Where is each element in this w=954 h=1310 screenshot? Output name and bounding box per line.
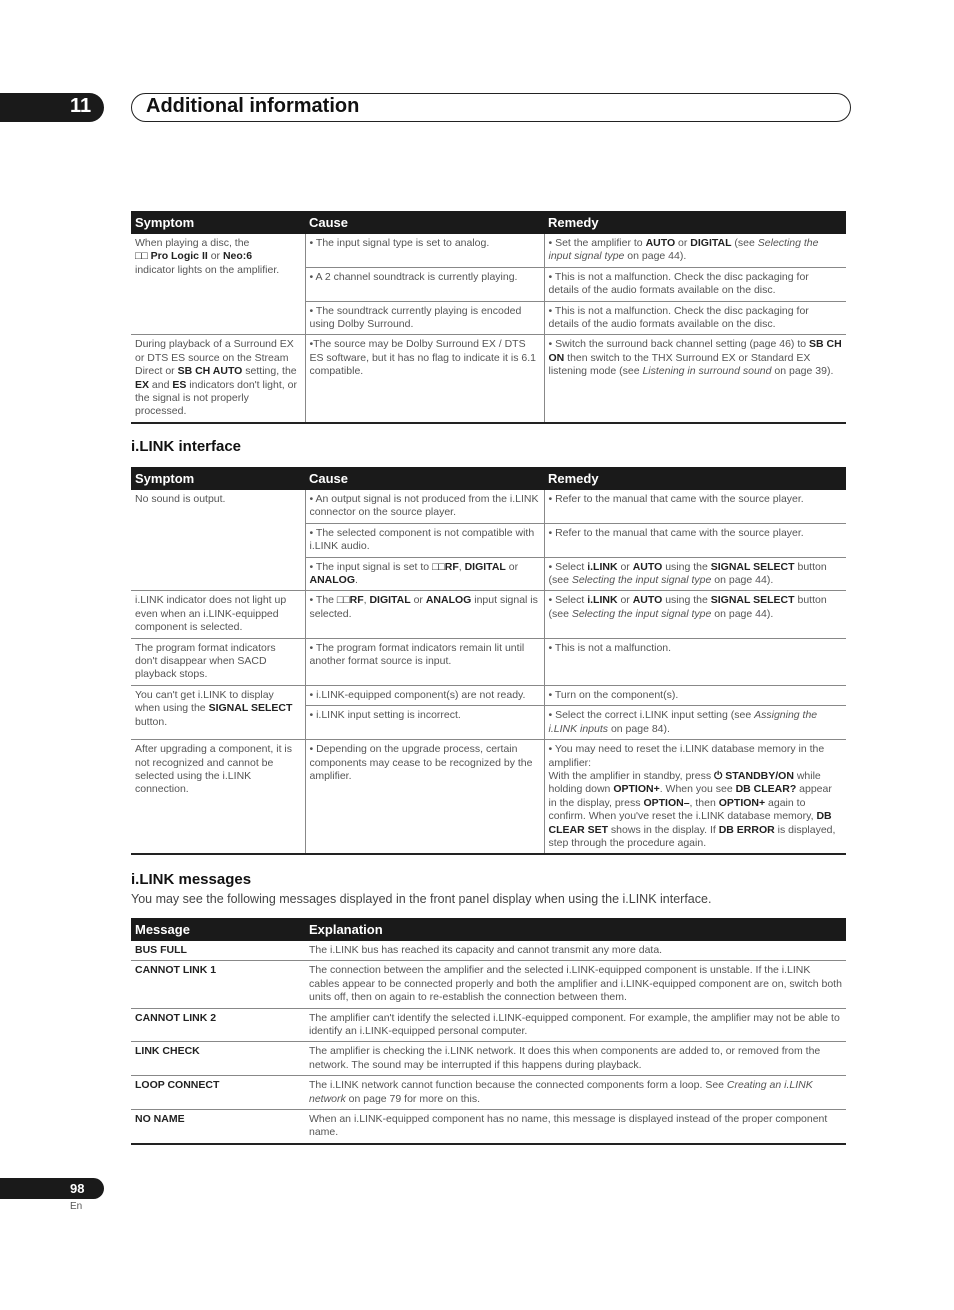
remedy-cell: • This is not a malfunction. Check the disc packaging for details of the audio formats available on the disc. [544,267,846,301]
cause-cell: • An output signal is not produced from the i.LINK connector on the source player. [305,490,544,523]
cause-cell: • The program format indicators remain lit until another format source is input. [305,638,544,685]
table-row [131,1042,846,1076]
explanation-cell: The amplifier is checking the i.LINK network. It does this when components are added to, or removed from the network. The sound may be interrupted if this happens during playback. [305,1042,846,1076]
cause-cell: • A 2 channel soundtrack is currently playing. [305,267,544,301]
remedy-cell: • Select i.LINK or AUTO using the SIGNAL SELECT button (see Selecting the input signal type on page 44). [544,591,846,638]
symptom-cell: When playing a disc, the □□ Pro Logic II or Neo:6 indicator lights on the amplifier. [131,234,305,335]
remedy-cell: • Set the amplifier to AUTO or DIGITAL (see Selecting the input signal type on page 44). [544,234,846,267]
table-row [131,685,846,705]
column-header-symptom: Symptom [131,211,305,234]
column-header-symptom: Symptom [131,467,305,490]
ilink-messages-table [131,918,846,1145]
remedy-cell: • Refer to the manual that came with the source player. [544,523,846,557]
remedy-cell: • Refer to the manual that came with the source player. [544,490,846,523]
column-header-cause: Cause [305,467,544,490]
explanation-cell: The i.LINK network cannot function because the connected components form a loop. See Creating an i.LINK network on page 79 for more on this. [305,1076,846,1110]
remedy-cell: • Select the correct i.LINK input setting (see Assigning the i.LINK inputs on page 84). [544,706,846,740]
symptom-cell: i.LINK indicator does not light up even when an i.LINK-equipped component is selected. [131,591,305,638]
cause-cell: • The soundtrack currently playing is encoded using Dolby Surround. [305,301,544,335]
table-row [131,1076,846,1110]
message-cell: LOOP CONNECT [131,1076,305,1110]
explanation-cell: When an i.LINK-equipped component has no name, this message is displayed instead of the proper component name. [305,1110,846,1144]
column-header-message: Message [131,918,305,941]
cause-cell: • The input signal is set to □□RF, DIGITAL or ANALOG. [305,557,544,591]
remedy-cell: • This is not a malfunction. Check the disc packaging for details of the audio formats available on the disc. [544,301,846,335]
symptom-cell: The program format indicators don't disappear when SACD playback stops. [131,638,305,685]
table-row [131,961,846,1008]
page-number: 98 [70,1181,85,1196]
symptom-cell: After upgrading a component, it is not recognized and cannot be selected using the i.LINK connection. [131,740,305,855]
explanation-cell: The connection between the amplifier and the selected i.LINK-equipped component is unstable. If the i.LINK cables appear to be connected properly and both the amplifier and i.LINK-equipped component are on, switch both units off, then on again to re-establish the connection between them. [305,961,846,1008]
cause-cell: • The □□RF, DIGITAL or ANALOG input signal is selected. [305,591,544,638]
message-cell: LINK CHECK [131,1042,305,1076]
section-title-ilink-messages: i.LINK messages [131,871,252,888]
cause-cell: • i.LINK-equipped component(s) are not ready. [305,685,544,705]
message-cell: BUS FULL [131,941,305,961]
message-cell: CANNOT LINK 1 [131,961,305,1008]
table-row [131,490,846,523]
table-row [131,234,846,267]
cause-cell: • Depending on the upgrade process, certain components may cease to be recognized by the amplifier. [305,740,544,855]
column-header-explanation: Explanation [305,918,846,941]
remedy-cell: • This is not a malfunction. [544,638,846,685]
cause-cell: • The selected component is not compatible with i.LINK audio. [305,523,544,557]
page-language: En [70,1201,83,1212]
symptom-cell: No sound is output. [131,490,305,591]
symptom-cell: You can't get i.LINK to display when using the SIGNAL SELECT button. [131,685,305,739]
table-row [131,740,846,855]
table-header-row [131,211,846,234]
page-number-tab [0,1178,104,1199]
table-row [131,1008,846,1042]
table-row [131,638,846,685]
table-row [131,591,846,638]
ilink-interface-table [131,467,846,855]
remedy-cell: • Switch the surround back channel setting (page 46) to SB CH ON then switch to the THX Surround EX or Standard EX listening mode (see Listening in surround sound on page 39). [544,335,846,423]
remedy-cell: • You may need to reset the i.LINK database memory in the amplifier: With the amplifier in standby, press ⏻ STANDBY/ON while holding down OPTION+. When you see DB CLEAR? appear in the display, press OPTION–, then OPTION+ again to confirm. When you've reset the i.LINK database memory, DB CLEAR SET shows in the display. If DB ERROR is displayed, step through the procedure again. [544,740,846,855]
table-row [131,335,846,423]
table-header-row [131,918,846,941]
remedy-cell: • Select i.LINK or AUTO using the SIGNAL SELECT button (see Selecting the input signal type on page 44). [544,557,846,591]
troubleshooting-table [131,211,846,424]
section-title-ilink-interface: i.LINK interface [131,438,242,455]
cause-cell: • i.LINK input setting is incorrect. [305,706,544,740]
symptom-cell: During playback of a Surround EX or DTS ES source on the Stream Direct or SB CH AUTO setting, the EX and ES indicators don't light, or the signal is not properly processed. [131,335,305,423]
cause-cell: •The source may be Dolby Surround EX / DTS ES software, but it has no flag to indicate it is 6.1 compatible. [305,335,544,423]
explanation-cell: The i.LINK bus has reached its capacity and cannot transmit any more data. [305,941,846,961]
explanation-cell: The amplifier can't identify the selected i.LINK-equipped component. For example, the amplifier may not be able to identify an i.LINK-equipped personal computer. [305,1008,846,1042]
remedy-cell: • Turn on the component(s). [544,685,846,705]
cause-cell: • The input signal type is set to analog. [305,234,544,267]
column-header-cause: Cause [305,211,544,234]
messages-intro: You may see the following messages displayed in the front panel display when using the i.LINK interface. [131,892,712,906]
column-header-remedy: Remedy [544,467,846,490]
message-cell: NO NAME [131,1110,305,1144]
table-row [131,941,846,961]
chapter-title: Additional information [146,95,360,117]
table-header-row [131,467,846,490]
table-row [131,1110,846,1144]
column-header-remedy: Remedy [544,211,846,234]
chapter-number: 11 [70,95,92,117]
message-cell: CANNOT LINK 2 [131,1008,305,1042]
